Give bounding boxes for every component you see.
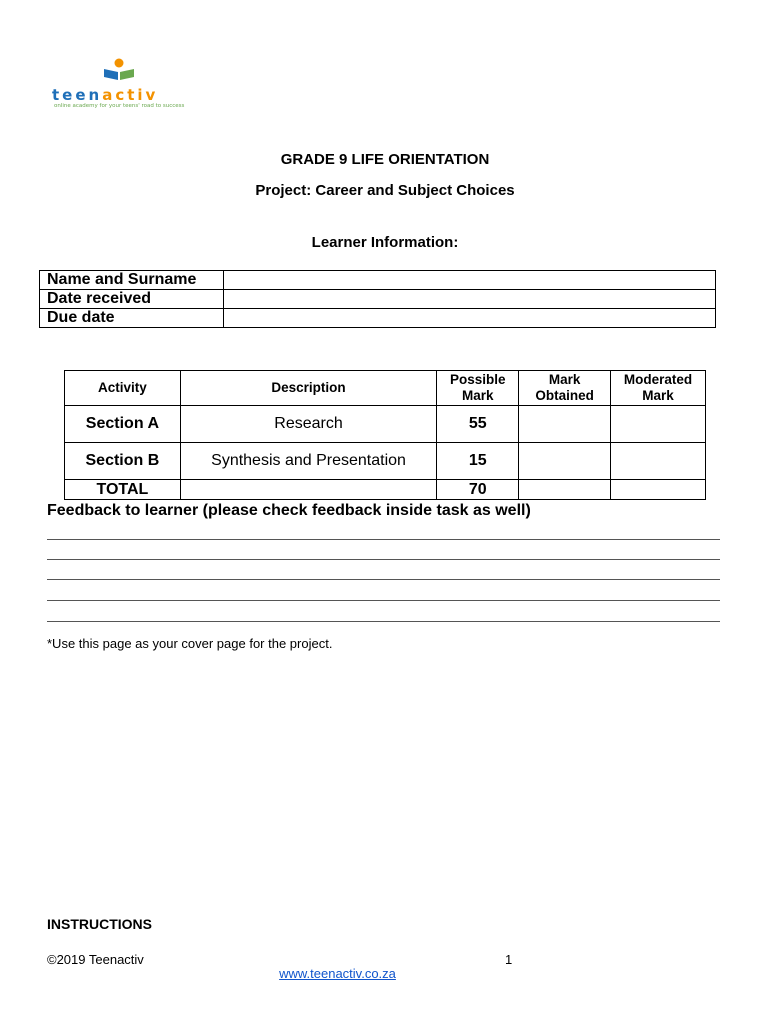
total-row bbox=[65, 480, 706, 500]
learner-field-value[interactable] bbox=[224, 290, 716, 309]
description-cell bbox=[180, 480, 436, 500]
learner-info-heading: Learner Information: bbox=[311, 234, 459, 251]
logo-figure-icon bbox=[102, 58, 136, 86]
feedback-line[interactable] bbox=[47, 559, 720, 560]
activity-cell: Section B bbox=[65, 443, 181, 480]
column-header: Activity bbox=[65, 371, 181, 406]
moderated-mark-cell[interactable] bbox=[611, 480, 706, 500]
table-row bbox=[40, 271, 716, 290]
table-row bbox=[65, 406, 706, 443]
learner-field-label: Due date bbox=[40, 309, 224, 328]
website-link[interactable]: www.teenactiv.co.za bbox=[279, 966, 396, 981]
document-title: GRADE 9 LIFE ORIENTATION bbox=[280, 151, 490, 168]
column-header: Possible Mark bbox=[437, 371, 519, 406]
mark-obtained-cell[interactable] bbox=[519, 443, 611, 480]
marks-table bbox=[64, 370, 706, 500]
moderated-mark-cell[interactable] bbox=[611, 443, 706, 480]
description-cell: Synthesis and Presentation bbox=[180, 443, 436, 480]
column-header: Description bbox=[180, 371, 436, 406]
moderated-mark-cell[interactable] bbox=[611, 406, 706, 443]
logo-wordmark: teenactiv bbox=[52, 86, 159, 104]
learner-field-value[interactable] bbox=[224, 309, 716, 328]
table-row bbox=[40, 309, 716, 328]
description-cell: Research bbox=[180, 406, 436, 443]
cover-page-note: *Use this page as your cover page for the project. bbox=[47, 636, 333, 651]
learner-field-label: Date received bbox=[40, 290, 224, 309]
total-label: TOTAL bbox=[65, 480, 181, 500]
activity-cell: Section A bbox=[65, 406, 181, 443]
teenactiv-logo bbox=[52, 58, 192, 108]
learner-field-label: Name and Surname bbox=[40, 271, 224, 290]
column-header: Moderated Mark bbox=[611, 371, 706, 406]
table-row bbox=[40, 290, 716, 309]
page-number: 1 bbox=[505, 952, 513, 967]
learner-info-table bbox=[39, 270, 716, 328]
mark-obtained-cell[interactable] bbox=[519, 406, 611, 443]
project-title: Project: Career and Subject Choices bbox=[255, 182, 515, 199]
feedback-line[interactable] bbox=[47, 579, 720, 580]
table-row bbox=[65, 443, 706, 480]
table-header-row bbox=[65, 371, 706, 406]
column-header: Mark Obtained bbox=[519, 371, 611, 406]
feedback-line[interactable] bbox=[47, 621, 720, 622]
possible-mark-cell: 55 bbox=[437, 406, 519, 443]
logo-tagline: online academy for your teens' road to success bbox=[54, 103, 185, 109]
feedback-line[interactable] bbox=[47, 539, 720, 540]
feedback-line[interactable] bbox=[47, 600, 720, 601]
copyright-text: ©2019 Teenactiv bbox=[47, 952, 144, 967]
learner-field-value[interactable] bbox=[224, 271, 716, 290]
instructions-heading: INSTRUCTIONS bbox=[47, 916, 152, 932]
mark-obtained-cell[interactable] bbox=[519, 480, 611, 500]
total-possible-mark: 70 bbox=[437, 480, 519, 500]
possible-mark-cell: 15 bbox=[437, 443, 519, 480]
feedback-heading: Feedback to learner (please check feedback inside task as well) bbox=[47, 502, 531, 519]
